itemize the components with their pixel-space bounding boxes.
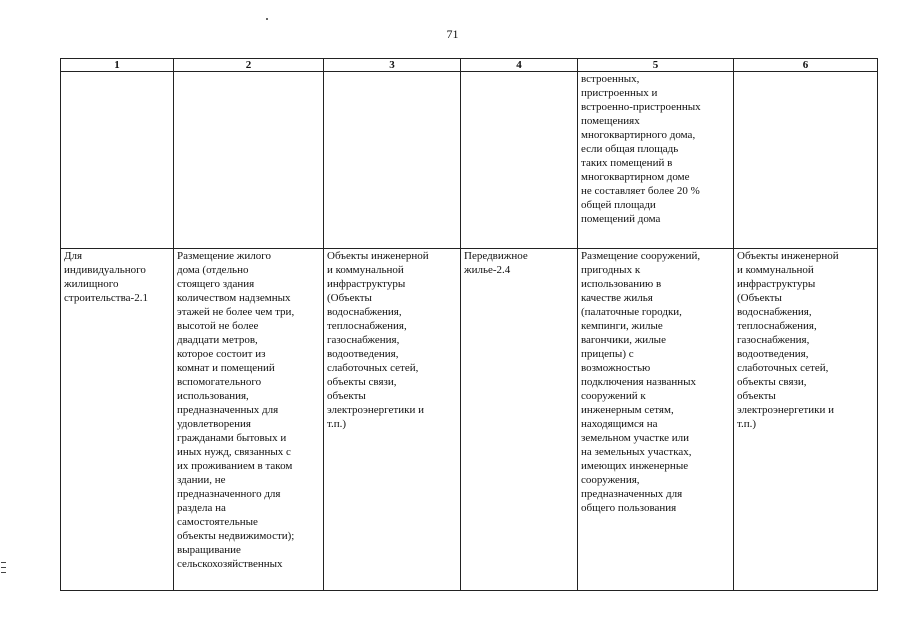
- cell-conditional-description: Размещение сооружений, пригодных к использованию в качестве жилья (палаточные городки, кемпинги, жилые вагончики, жилые прицепы) с возможностью подключения названных сооружений к инженерным сетям, находящимся на земельном участке или на земельных участках, имеющих инженерные сооружения, предназначенных для общего пользования: [578, 249, 734, 591]
- cell-main-description: Размещение жилого дома (отдельно стоящего здания количеством надземных этажей не более чем три, высотой не более двадцати метров, которое состоит из комнат и помещений вспомогательного использования, предназначенных для удовлетворения гражданами бытовых и иных нужд, связанных с их проживанием в таком здании, не предназначенного для раздела на самостоятельные объекты недвижимости); выращивание сельскохозяйственных: [174, 249, 324, 591]
- cell-main-description: [174, 72, 324, 249]
- scan-edge-mark: [1, 562, 6, 586]
- header-col-1: 1: [61, 59, 174, 72]
- cell-conditional-vri: [461, 72, 578, 249]
- table-row-continuation: [61, 72, 878, 249]
- header-col-4: 4: [461, 59, 578, 72]
- scan-speck: [266, 18, 268, 20]
- cell-conditional-description: встроенных, пристроенных и встроенно-пристроенных помещениях многоквартирного дома, если общая площадь таких помещений в многоквартирном доме не составляет более 20 % общей площади помещений дома: [578, 72, 734, 249]
- header-col-2: 2: [174, 59, 324, 72]
- header-col-5: 5: [578, 59, 734, 72]
- header-row: [61, 59, 878, 72]
- cell-conditional-aux: [734, 72, 878, 249]
- cell-main-vri: Для индивидуального жилищного строительства-2.1: [61, 249, 174, 591]
- cell-main-aux: [324, 72, 461, 249]
- zoning-table: [60, 58, 878, 591]
- cell-conditional-vri: Передвижное жилье-2.4: [461, 249, 578, 591]
- table-row-main: [61, 249, 878, 591]
- header-col-6: 6: [734, 59, 878, 72]
- cell-main-vri: [61, 72, 174, 249]
- header-col-3: 3: [324, 59, 461, 72]
- cell-conditional-aux: Объекты инженерной и коммунальной инфраструктуры (Объекты водоснабжения, теплоснабжения, газоснабжения, водоотведения, слаботочных сетей, объекты связи, объекты электроэнергетики и т.п.): [734, 249, 878, 591]
- cell-main-aux: Объекты инженерной и коммунальной инфраструктуры (Объекты водоснабжения, теплоснабжения, газоснабжения, водоотведения, слаботочных сетей, объекты связи, объекты электроэнергетики и т.п.): [324, 249, 461, 591]
- page-number: 71: [446, 27, 459, 41]
